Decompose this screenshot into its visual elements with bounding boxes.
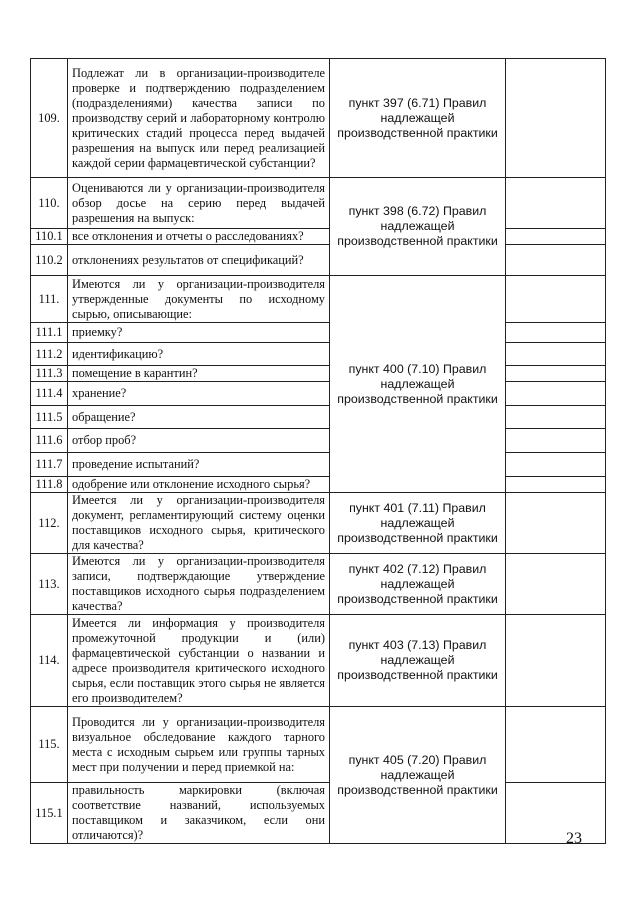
- answer-cell[interactable]: [506, 382, 606, 406]
- question-text: Имеется ли у организации-производителя документ, регламентирующий систему оценки поставщиков исходного сырья, критического для качества?: [68, 493, 330, 554]
- answer-cell[interactable]: [506, 276, 606, 323]
- question-text: Оцениваются ли у организации-производителя обзор досье на серию перед выдачей разрешения на выпуск:: [68, 178, 330, 229]
- item-number: 111.4: [31, 382, 68, 406]
- question-text: приемку?: [68, 323, 330, 343]
- question-text: правильность маркировки (включая соответствие названий, используемых поставщиком и заказчиком, если они отличаются)?: [68, 783, 330, 844]
- answer-cell[interactable]: [506, 429, 606, 453]
- item-number: 115.: [31, 707, 68, 783]
- answer-cell[interactable]: [506, 477, 606, 493]
- table-row: [31, 343, 606, 366]
- item-number: 113.: [31, 554, 68, 615]
- checklist-table: [30, 58, 606, 844]
- table-row: [31, 453, 606, 477]
- item-number: 111.8: [31, 477, 68, 493]
- item-number: 115.1: [31, 783, 68, 844]
- regulation-reference: пункт 397 (6.71) Правил надлежащей производственной практики: [330, 59, 506, 178]
- item-number: 111.2: [31, 343, 68, 366]
- table-row: [31, 615, 606, 707]
- question-text: Имеются ли у организации-производителя утвержденные документы по исходному сырью, описывающие:: [68, 276, 330, 323]
- table-row: [31, 245, 606, 276]
- table-row: [31, 323, 606, 343]
- regulation-reference: пункт 405 (7.20) Правил надлежащей производственной практики: [330, 707, 506, 844]
- question-text: Имеются ли у организации-производителя записи, подтверждающие утверждение поставщиков исходного сырья подразделением качества?: [68, 554, 330, 615]
- answer-cell[interactable]: [506, 554, 606, 615]
- question-text: помещение в карантин?: [68, 366, 330, 382]
- item-number: 112.: [31, 493, 68, 554]
- question-text: проведение испытаний?: [68, 453, 330, 477]
- table-row: [31, 477, 606, 493]
- regulation-reference: пункт 402 (7.12) Правил надлежащей производственной практики: [330, 554, 506, 615]
- answer-cell[interactable]: [506, 406, 606, 429]
- question-text: идентификацию?: [68, 343, 330, 366]
- answer-cell[interactable]: [506, 59, 606, 178]
- question-text: хранение?: [68, 382, 330, 406]
- answer-cell[interactable]: [506, 245, 606, 276]
- item-number: 111.6: [31, 429, 68, 453]
- table-row: [31, 554, 606, 615]
- table-row: [31, 276, 606, 323]
- answer-cell[interactable]: [506, 493, 606, 554]
- item-number: 110.: [31, 178, 68, 229]
- item-number: 111.5: [31, 406, 68, 429]
- answer-cell[interactable]: [506, 707, 606, 783]
- item-number: 111.1: [31, 323, 68, 343]
- question-text: Проводится ли у организации-производителя визуальное обследование каждого тарного места с исходным сырьем или группы тарных мест при получении и перед приемкой на:: [68, 707, 330, 783]
- table-row: [31, 783, 606, 844]
- table-row: [31, 707, 606, 783]
- table-row: [31, 178, 606, 229]
- regulation-reference: пункт 403 (7.13) Правил надлежащей производственной практики: [330, 615, 506, 707]
- question-text: отбор проб?: [68, 429, 330, 453]
- table-row: [31, 429, 606, 453]
- answer-cell[interactable]: [506, 366, 606, 382]
- table-row: [31, 229, 606, 245]
- table-row: [31, 406, 606, 429]
- answer-cell[interactable]: [506, 323, 606, 343]
- item-number: 114.: [31, 615, 68, 707]
- question-text: отклонениях результатов от спецификаций?: [68, 245, 330, 276]
- item-number: 110.2: [31, 245, 68, 276]
- question-text: одобрение или отклонение исходного сырья?: [68, 477, 330, 493]
- answer-cell[interactable]: [506, 615, 606, 707]
- item-number: 111.3: [31, 366, 68, 382]
- answer-cell[interactable]: [506, 343, 606, 366]
- item-number: 111.7: [31, 453, 68, 477]
- regulation-reference: пункт 401 (7.11) Правил надлежащей производственной практики: [330, 493, 506, 554]
- table-row: [31, 366, 606, 382]
- answer-cell[interactable]: [506, 178, 606, 229]
- table-row: [31, 59, 606, 178]
- answer-cell[interactable]: [506, 783, 606, 844]
- item-number: 109.: [31, 59, 68, 178]
- regulation-reference: пункт 398 (6.72) Правил надлежащей производственной практики: [330, 178, 506, 276]
- answer-cell[interactable]: [506, 453, 606, 477]
- regulation-reference: пункт 400 (7.10) Правил надлежащей производственной практики: [330, 276, 506, 493]
- item-number: 111.: [31, 276, 68, 323]
- answer-cell[interactable]: [506, 229, 606, 245]
- table-row: [31, 493, 606, 554]
- page-number: 23: [566, 830, 582, 847]
- question-text: все отклонения и отчеты о расследованиях?: [68, 229, 330, 245]
- question-text: обращение?: [68, 406, 330, 429]
- table-row: [31, 382, 606, 406]
- item-number: 110.1: [31, 229, 68, 245]
- question-text: Подлежат ли в организации-производителе проверке и подтверждению подразделением (подразделениями) качества записи по производству серий и лабораторному контролю критических стадий процесса перед выдачей разрешения на выпуск или перед реализацией каждой серии фармацевтической субстанции?: [68, 59, 330, 178]
- question-text: Имеется ли информация у производителя промежуточной продукции и (или) фармацевтической субстанции о названии и адресе производителя критического исходного сырья, если поставщик этого сырья не является его производителем?: [68, 615, 330, 707]
